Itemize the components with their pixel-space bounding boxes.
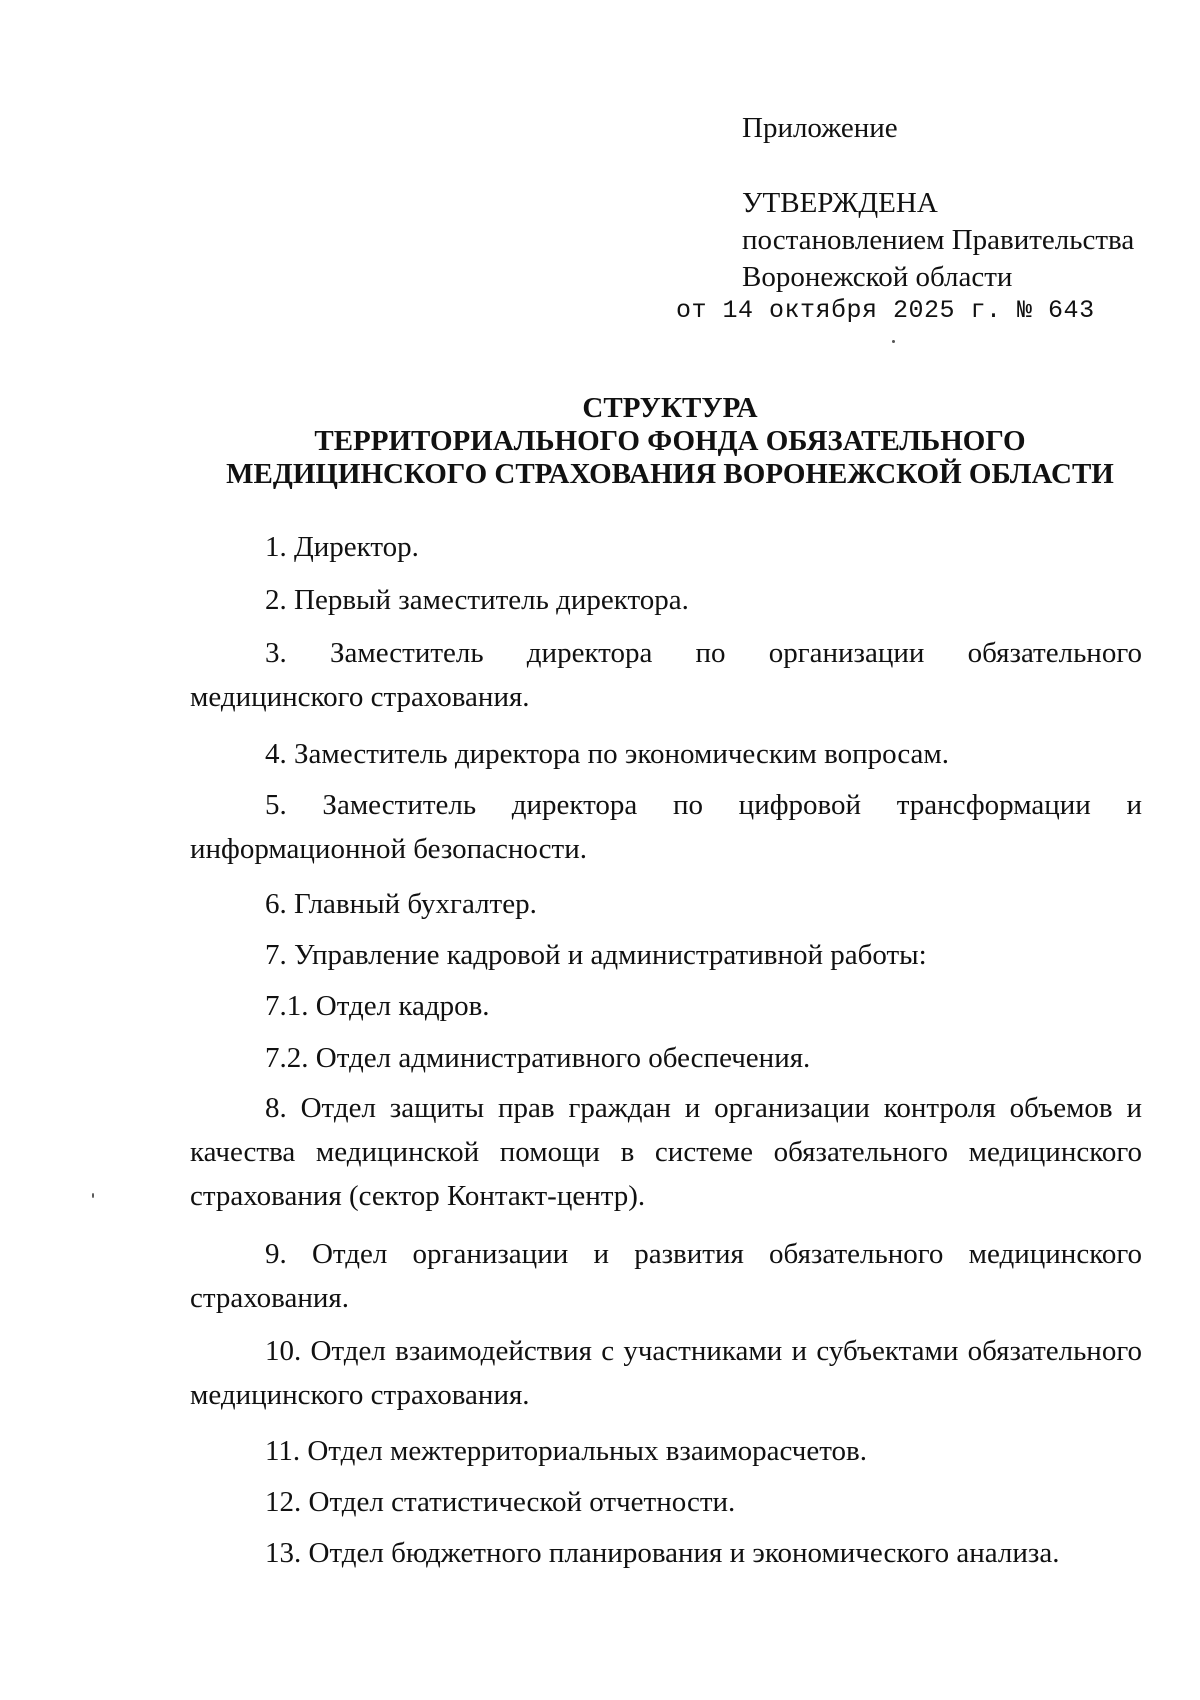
list-item: 5. Заместитель директора по цифровой трансформации и информационной безопасности. xyxy=(190,789,1142,865)
approved-by-line-1: постановлением Правительства xyxy=(742,224,1135,256)
approval-block xyxy=(742,110,1134,296)
list-item: 7.1. Отдел кадров. xyxy=(265,990,490,1022)
list-item: 7. Управление кадровой и административной работы: xyxy=(265,939,927,971)
list-item: 12. Отдел статистической отчетности. xyxy=(265,1486,736,1518)
list-item: 10. Отдел взаимодействия с участниками и субъектами обязательного медицинского страхования. xyxy=(190,1335,1142,1411)
list-item: 13. Отдел бюджетного планирования и экономического анализа. xyxy=(265,1537,1060,1569)
list-item: 8. Отдел защиты прав граждан и организации контроля объемов и качества медицинской помощи в системе обязательного медицинского страхования (сектор Контакт-центр). xyxy=(190,1092,1142,1212)
title-line-3: МЕДИЦИНСКОГО СТРАХОВАНИЯ ВОРОНЕЖСКОЙ ОБЛАСТИ xyxy=(226,458,1114,490)
appendix-label: Приложение xyxy=(742,112,898,144)
document-title xyxy=(190,392,1150,491)
approved-label: УТВЕРЖДЕНА xyxy=(742,187,938,219)
scan-speck xyxy=(892,340,895,343)
scan-speck xyxy=(92,1193,94,1198)
list-item: 9. Отдел организации и развития обязательного медицинского страхования. xyxy=(190,1238,1142,1314)
list-item: 11. Отдел межтерриториальных взаиморасчетов. xyxy=(265,1435,867,1467)
list-item: 1. Директор. xyxy=(265,531,419,563)
list-item: 4. Заместитель директора по экономическим вопросам. xyxy=(265,738,950,770)
list-item: 6. Главный бухгалтер. xyxy=(265,888,537,920)
list-item: 7.2. Отдел административного обеспечения. xyxy=(265,1042,811,1074)
title-line-2: ТЕРРИТОРИАЛЬНОГО ФОНДА ОБЯЗАТЕЛЬНОГО xyxy=(314,425,1026,457)
list-item: 3. Заместитель директора по организации обязательного медицинского страхования. xyxy=(190,637,1142,713)
decree-date-number: от 14 октября 2025 г. № 643 xyxy=(676,296,1095,325)
approved-by-line-2: Воронежской области xyxy=(742,261,1013,293)
list-item: 2. Первый заместитель директора. xyxy=(265,584,689,616)
title-line-1: СТРУКТУРА xyxy=(582,392,758,424)
